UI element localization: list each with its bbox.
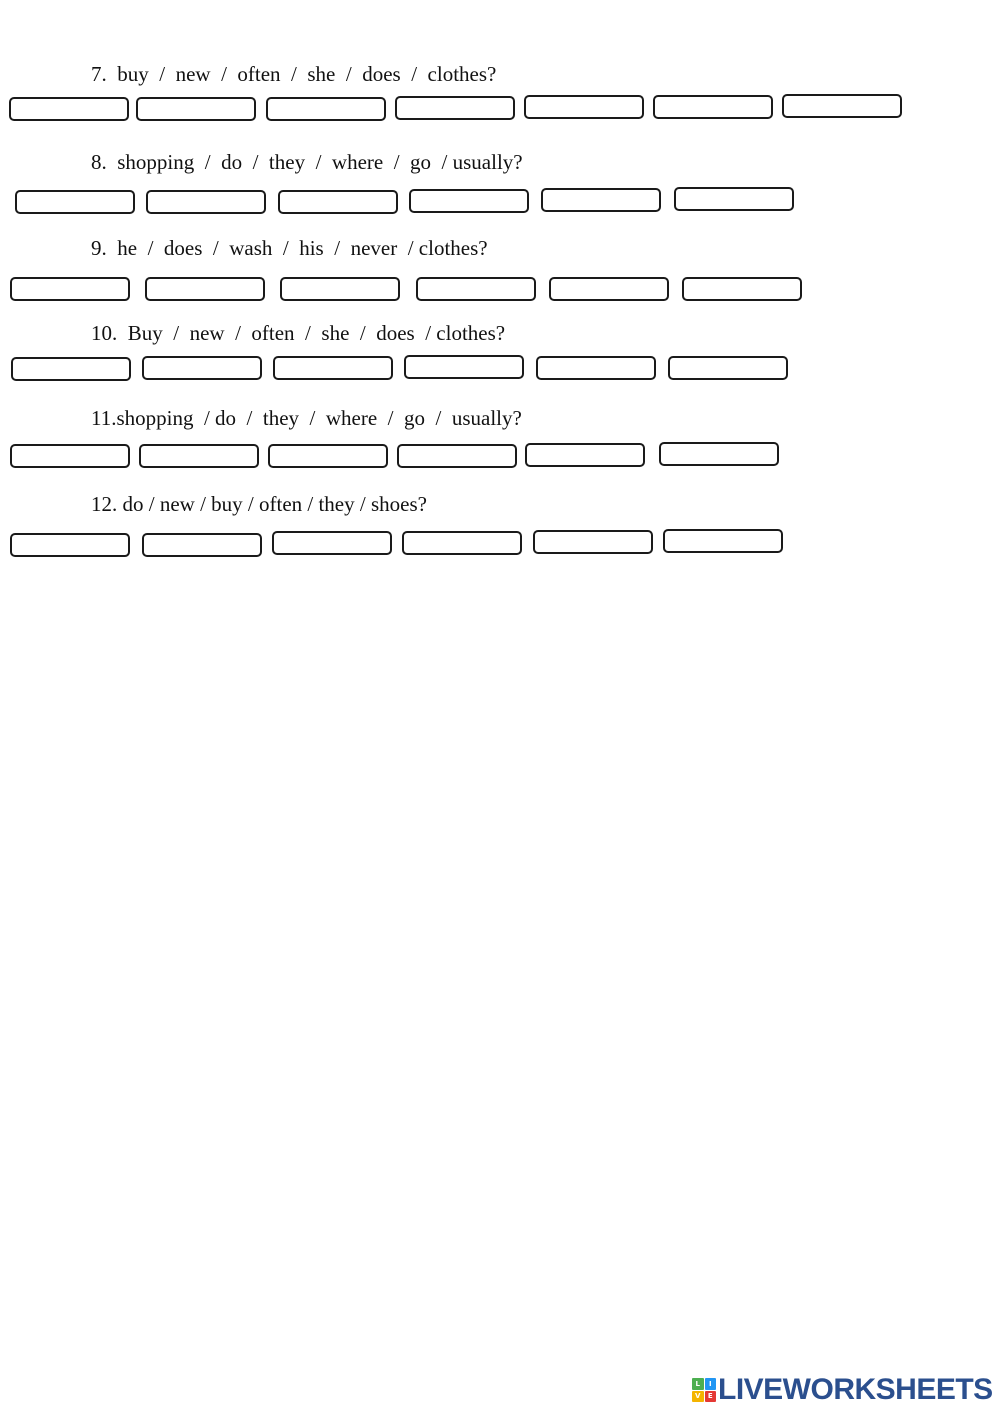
answer-input[interactable] xyxy=(653,95,773,119)
answer-input[interactable] xyxy=(395,96,515,120)
answer-input[interactable] xyxy=(541,188,661,212)
answer-input[interactable] xyxy=(10,277,130,301)
answer-input[interactable] xyxy=(659,442,779,466)
answer-input[interactable] xyxy=(524,95,644,119)
answer-input[interactable] xyxy=(9,97,129,121)
answer-input[interactable] xyxy=(266,97,386,121)
answer-input[interactable] xyxy=(525,443,645,467)
logo-text: LIVEWORKSHEETS xyxy=(718,1373,993,1406)
answer-input[interactable] xyxy=(533,530,653,554)
answer-input[interactable] xyxy=(136,97,256,121)
answer-input[interactable] xyxy=(280,277,400,301)
answer-input[interactable] xyxy=(146,190,266,214)
answer-input[interactable] xyxy=(416,277,536,301)
answer-input[interactable] xyxy=(142,533,262,557)
answer-input[interactable] xyxy=(549,277,669,301)
answer-input[interactable] xyxy=(404,355,524,379)
liveworksheets-logo[interactable] xyxy=(692,1373,993,1407)
answer-input[interactable] xyxy=(273,356,393,380)
answer-input[interactable] xyxy=(142,356,262,380)
answer-input[interactable] xyxy=(15,190,135,214)
answer-input[interactable] xyxy=(536,356,656,380)
logo-icon-cell: I xyxy=(705,1378,717,1390)
answer-input[interactable] xyxy=(402,531,522,555)
answer-input[interactable] xyxy=(10,444,130,468)
answer-input[interactable] xyxy=(674,187,794,211)
answer-input[interactable] xyxy=(10,533,130,557)
answer-input[interactable] xyxy=(11,357,131,381)
logo-icon-cell: V xyxy=(692,1391,704,1403)
answer-input[interactable] xyxy=(668,356,788,380)
logo-icon-cell: E xyxy=(705,1391,717,1403)
question-7: 7. buy / new / often / she / does / clothes? xyxy=(91,62,497,86)
question-10: 10. Buy / new / often / she / does / clothes? xyxy=(91,321,506,345)
answer-input[interactable] xyxy=(139,444,259,468)
logo-icon-cell: L xyxy=(692,1378,704,1390)
answer-input[interactable] xyxy=(278,190,398,214)
question-8: 8. shopping / do / they / where / go / usually? xyxy=(91,150,523,174)
answer-input[interactable] xyxy=(272,531,392,555)
liveworksheets-logo-icon xyxy=(692,1378,716,1402)
answer-input[interactable] xyxy=(663,529,783,553)
question-12: 12. do / new / buy / often / they / shoes? xyxy=(91,492,427,516)
answer-input[interactable] xyxy=(145,277,265,301)
answer-input[interactable] xyxy=(682,277,802,301)
question-11: 11.shopping / do / they / where / go / usually? xyxy=(91,406,522,430)
answer-input[interactable] xyxy=(409,189,529,213)
answer-input[interactable] xyxy=(397,444,517,468)
answer-input[interactable] xyxy=(782,94,902,118)
question-9: 9. he / does / wash / his / never / clothes? xyxy=(91,236,488,260)
answer-input[interactable] xyxy=(268,444,388,468)
